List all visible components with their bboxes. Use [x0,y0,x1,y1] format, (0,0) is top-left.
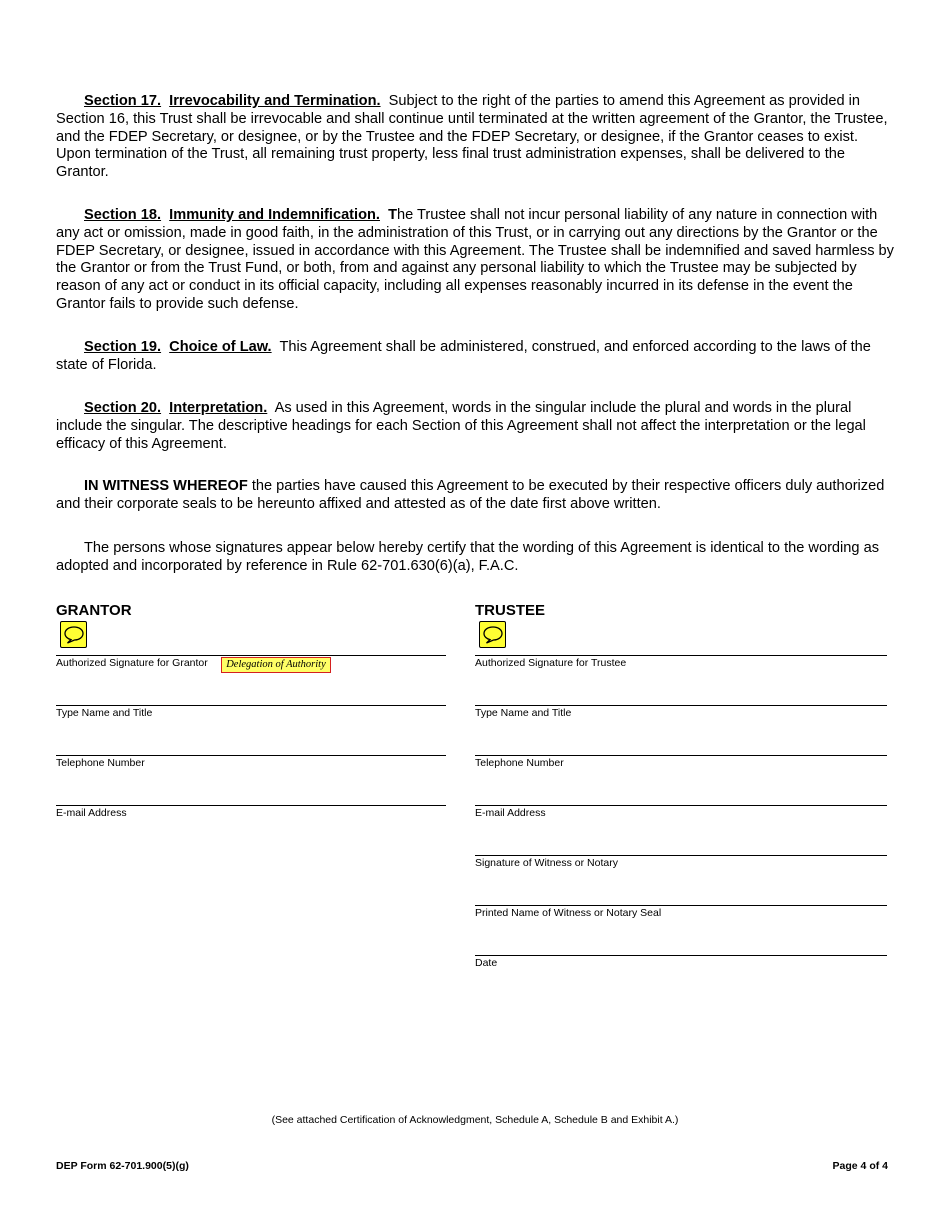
trustee-name-title-label: Type Name and Title [475,707,572,719]
page-number: Page 4 of 4 [832,1160,888,1172]
grantor-heading: GRANTOR [56,602,132,619]
date-line[interactable] [475,955,887,956]
grantor-email-line[interactable] [56,805,446,806]
section-number: Section 20. [84,400,162,416]
form-number: DEP Form 62-701.900(5)(g) [56,1160,189,1172]
section-number: Section 19. [84,339,162,355]
grantor-signature-label: Authorized Signature for Grantor [56,657,208,669]
grantor-name-title-label: Type Name and Title [56,707,153,719]
grantor-signature-line[interactable] [56,655,446,656]
trustee-email-label: E-mail Address [475,807,546,819]
grantor-name-title-line[interactable] [56,705,446,706]
section-title: Irrevocability and Termination. [169,93,381,109]
grantor-telephone-line[interactable] [56,755,446,756]
comment-icon[interactable] [60,621,87,648]
trustee-telephone-line[interactable] [475,755,887,756]
trustee-signature-label: Authorized Signature for Trustee [475,657,627,669]
section-title: Immunity and Indemnification. [169,207,380,223]
witness-signature-label: Signature of Witness or Notary [475,857,618,869]
section-20 [56,400,896,453]
section-number: Section 17. [84,93,162,109]
trustee-name-title-line[interactable] [475,705,887,706]
trustee-email-line[interactable] [475,805,887,806]
certification-paragraph [56,540,896,576]
delegation-of-authority-stamp[interactable]: Delegation of Authority [221,657,331,673]
section-title: Interpretation. [169,400,268,416]
comment-icon[interactable] [479,621,506,648]
date-label: Date [475,957,498,969]
witness-printed-name-line[interactable] [475,905,887,906]
grantor-telephone-label: Telephone Number [56,757,145,769]
witness-text: the parties have caused this Agreement to be executed by their respective officers duly authorized and their corporate seals to be hereunto affixed and attested as of the date first above written. [56,478,885,512]
section-19 [56,339,896,375]
section-text: This Agreement shall be administered, construed, and enforced according to the laws of the state of Florida. [56,339,871,373]
section-17 [56,93,896,182]
section-text: As used in this Agreement, words in the singular include the plural and words in the plural include the singular. The descriptive headings for each Section of this Agreement shall not affect the interpretation or the legal efficacy of this Agreement. [56,400,866,452]
section-18 [56,207,896,314]
section-lead-letter: T [388,207,398,223]
witness-signature-line[interactable] [475,855,887,856]
witness-printed-name-label: Printed Name of Witness or Notary Seal [475,907,662,919]
trustee-heading: TRUSTEE [475,602,546,619]
section-number: Section 18. [84,207,162,223]
witness-lead: IN WITNESS WHEREOF [84,478,248,494]
grantor-email-label: E-mail Address [56,807,127,819]
section-title: Choice of Law. [169,339,272,355]
trustee-telephone-label: Telephone Number [475,757,564,769]
section-text: Subject to the right of the parties to amend this Agreement as provided in Section 16, this Trust shall be irrevocable and shall continue until terminated at the written agreement of the Grantor, the Trustee, and the FDEP Secretary, or designee, or by the Trustee and the FDEP Secretary, or designee, if the Grantor ceases to exist. Upon termination of the Trust, all remaining trust property, less final trust administration expenses, shall be delivered to the Grantor. [56,93,888,181]
witness-paragraph [56,478,896,514]
certification-text: The persons whose signatures appear below hereby certify that the wording of this Agreement is identical to the wording as adopted and incorporated by reference in Rule 62-701.630(6)(a), F.A.C. [56,540,879,574]
attachments-note: (See attached Certification of Acknowledgment, Schedule A, Schedule B and Exhibit A.) [271,1114,679,1126]
section-text: he Trustee shall not incur personal liability of any nature in connection with any act or omission, made in good faith, in the administration of this Trust, or in carrying out any directions by the Grantor or the FDEP Secretary, or designee, issued in accordance with this Agreement. The Trustee shall be indemnified and saved harmless by the Grantor or from the Trust Fund, or both, from and against any personal liability to which the Trustee may be subjected by reason of any act or conduct in its official capacity, including all expenses reasonably incurred in its defense in the event the Grantor fails to provide such defense. [56,207,894,312]
trustee-signature-line[interactable] [475,655,887,656]
